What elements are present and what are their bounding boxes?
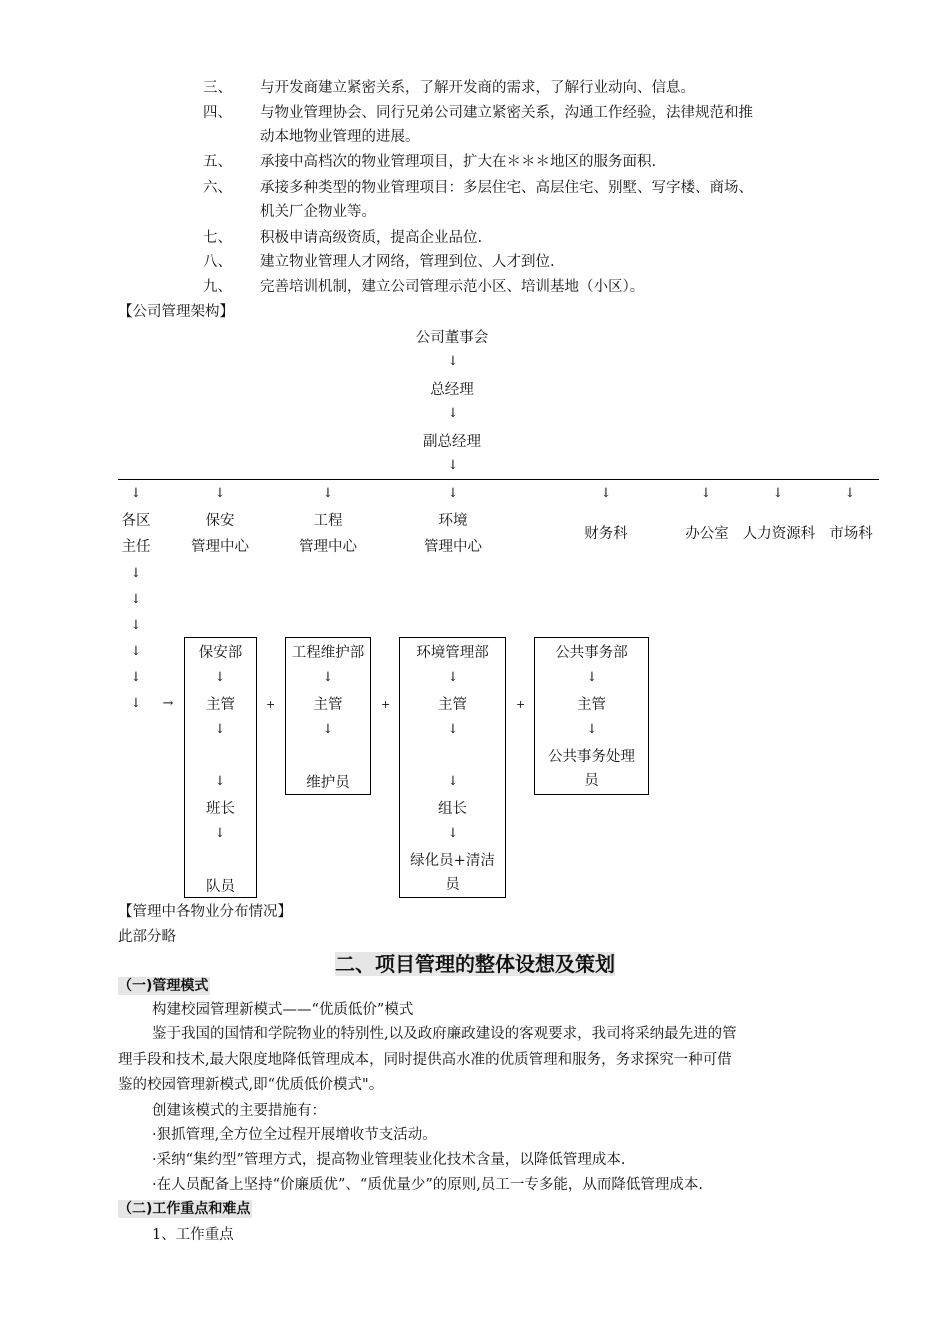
plus-connector: +	[266, 698, 276, 711]
dept-environment-line1: 环境	[438, 513, 468, 529]
dept-finance: 财务科	[584, 526, 628, 542]
down-arrow-icon: ↓	[322, 486, 334, 501]
body-line: 鉴于我国的国情和学院物业的特别性,以及政府廉政建设的客观要求，我司将采纳最先进的管	[152, 1026, 737, 1042]
dept-security-line1: 保安	[205, 513, 235, 529]
down-arrow-icon: ↓	[600, 486, 612, 501]
down-arrow-icon: ↓	[130, 618, 142, 633]
down-arrow-icon: ↓	[214, 670, 226, 685]
dept-engineering-line2: 管理中心	[299, 539, 357, 555]
down-arrow-icon: ↓	[844, 486, 856, 501]
security-squad-leader: 班长	[206, 801, 235, 817]
distribution-note: 此部分略	[118, 929, 176, 945]
subsection-management-mode: （一)管理模式	[118, 978, 209, 994]
down-arrow-icon: ↓	[130, 592, 142, 607]
body-line: 构建校园管理新模式——“优质低价”模式	[152, 1002, 414, 1018]
public-affairs-supervisor: 主管	[577, 697, 606, 713]
security-supervisor: 主管	[206, 697, 235, 713]
down-arrow-icon: ↓	[447, 458, 459, 473]
engineering-supervisor: 主管	[313, 697, 343, 713]
org-chart-heading: 【公司管理架构】	[118, 304, 234, 320]
org-horizontal-line	[118, 479, 879, 480]
dept-security-line2: 管理中心	[191, 539, 249, 555]
public-affairs-dept-title: 公共事务部	[555, 645, 628, 661]
body-line: 鉴的校园管理新模式,即“优质低价模式"。	[118, 1077, 384, 1093]
general-manager-node: 总经理	[430, 382, 474, 398]
body-line: 1、工作重点	[152, 1227, 234, 1243]
dept-marketing: 市场科	[829, 526, 873, 542]
right-arrow-icon: →	[162, 696, 174, 711]
list-number: 六、	[203, 180, 232, 196]
down-arrow-icon: ↓	[130, 644, 142, 659]
environment-dept-title: 环境管理部	[416, 645, 489, 661]
down-arrow-icon: ↓	[130, 670, 142, 685]
down-arrow-icon: ↓	[130, 566, 142, 581]
down-arrow-icon: ↓	[214, 826, 226, 841]
list-text: 机关厂企物业等。	[260, 204, 376, 220]
list-number: 七、	[203, 230, 232, 246]
dept-hr: 人力资源科	[742, 526, 816, 542]
body-line: ·狠抓管理,全方位全过程开展增收节支活动。	[152, 1127, 437, 1143]
list-text: 动本地物业管理的进展。	[260, 129, 420, 145]
deputy-manager-node: 副总经理	[423, 434, 481, 450]
body-line: ·采纳“集约型”管理方式，提高物业管理装业化技术含量，以降低管理成本.	[152, 1152, 626, 1168]
list-number: 八、	[203, 254, 232, 270]
list-text: 完善培训机制，建立公司管理示范小区、培训基地（小区）。	[260, 279, 645, 295]
engineering-maintainer: 维护员	[306, 775, 350, 791]
plus-connector: +	[516, 698, 526, 711]
list-number: 五、	[203, 154, 232, 170]
down-arrow-icon: ↓	[447, 826, 459, 841]
down-arrow-icon: ↓	[322, 722, 334, 737]
subsection-key-points: （二)工作重点和难点	[118, 1201, 251, 1217]
down-arrow-icon: ↓	[586, 722, 598, 737]
down-arrow-icon: ↓	[214, 486, 226, 501]
dept-engineering-line1: 工程	[313, 513, 343, 529]
section-title-text: 二、项目管理的整体设想及策划	[335, 952, 615, 976]
environment-supervisor: 主管	[438, 697, 467, 713]
list-text: 与开发商建立紧密关系，了解开发商的需求，了解行业动向、信息。	[260, 80, 695, 96]
environment-staff-line1: 绿化员+清洁	[410, 853, 495, 869]
security-member: 队员	[206, 879, 235, 895]
down-arrow-icon: ↓	[447, 774, 459, 789]
down-arrow-icon: ↓	[447, 354, 459, 369]
body-line: 创建该模式的主要措施有：	[152, 1103, 326, 1119]
down-arrow-icon: ↓	[700, 486, 712, 501]
dept-district-line1: 各区	[121, 513, 151, 529]
list-text: 承接中高档次的物业管理项目，扩大在＊＊＊地区的服务面积.	[260, 154, 657, 170]
down-arrow-icon: ↓	[447, 722, 459, 737]
list-number: 九、	[203, 279, 232, 295]
down-arrow-icon: ↓	[214, 774, 226, 789]
dept-district-line2: 主任	[121, 539, 151, 555]
list-number: 三、	[203, 80, 232, 96]
public-affairs-staff-line1: 公共事务处理	[548, 749, 635, 765]
list-number: 四、	[203, 105, 232, 121]
down-arrow-icon: ↓	[447, 486, 459, 501]
section-title	[0, 951, 950, 977]
down-arrow-icon: ↓	[772, 486, 784, 501]
down-arrow-icon: ↓	[130, 486, 142, 501]
engineering-dept-title: 工程维护部	[291, 645, 365, 661]
body-line: ·在人员配备上坚持“价廉质优”、“质优量少”的原则,员工一专多能，从而降低管理成本.	[152, 1177, 703, 1193]
down-arrow-icon: ↓	[130, 696, 142, 711]
plus-connector: +	[381, 698, 391, 711]
public-affairs-staff-line2: 员	[584, 773, 599, 789]
down-arrow-icon: ↓	[586, 670, 598, 685]
down-arrow-icon: ↓	[447, 670, 459, 685]
distribution-heading: 【管理中各物业分布情况】	[118, 904, 292, 920]
dept-office: 办公室	[685, 526, 729, 542]
list-text: 积极申请高级资质，提高企业品位.	[260, 230, 483, 246]
down-arrow-icon: ↓	[447, 406, 459, 421]
list-text: 建立物业管理人才网络，管理到位、人才到位.	[260, 254, 555, 270]
list-text: 承接多种类型的物业管理项目：多层住宅、高层住宅、别墅、写字楼、商场、	[260, 180, 753, 196]
body-line: 理手段和技术,最大限度地降低管理成本，同时提供高水准的优质管理和服务，务求探究一种可借	[118, 1052, 732, 1068]
board-node: 公司董事会	[415, 330, 489, 346]
environment-staff-line2: 员	[445, 877, 460, 893]
down-arrow-icon: ↓	[214, 722, 226, 737]
down-arrow-icon: ↓	[322, 670, 334, 685]
security-dept-title: 保安部	[198, 645, 243, 661]
dept-environment-line2: 管理中心	[424, 539, 482, 555]
list-text: 与物业管理协会、同行兄弟公司建立紧密关系，沟通工作经验，法律规范和推	[260, 105, 753, 121]
environment-group-leader: 组长	[438, 801, 467, 817]
